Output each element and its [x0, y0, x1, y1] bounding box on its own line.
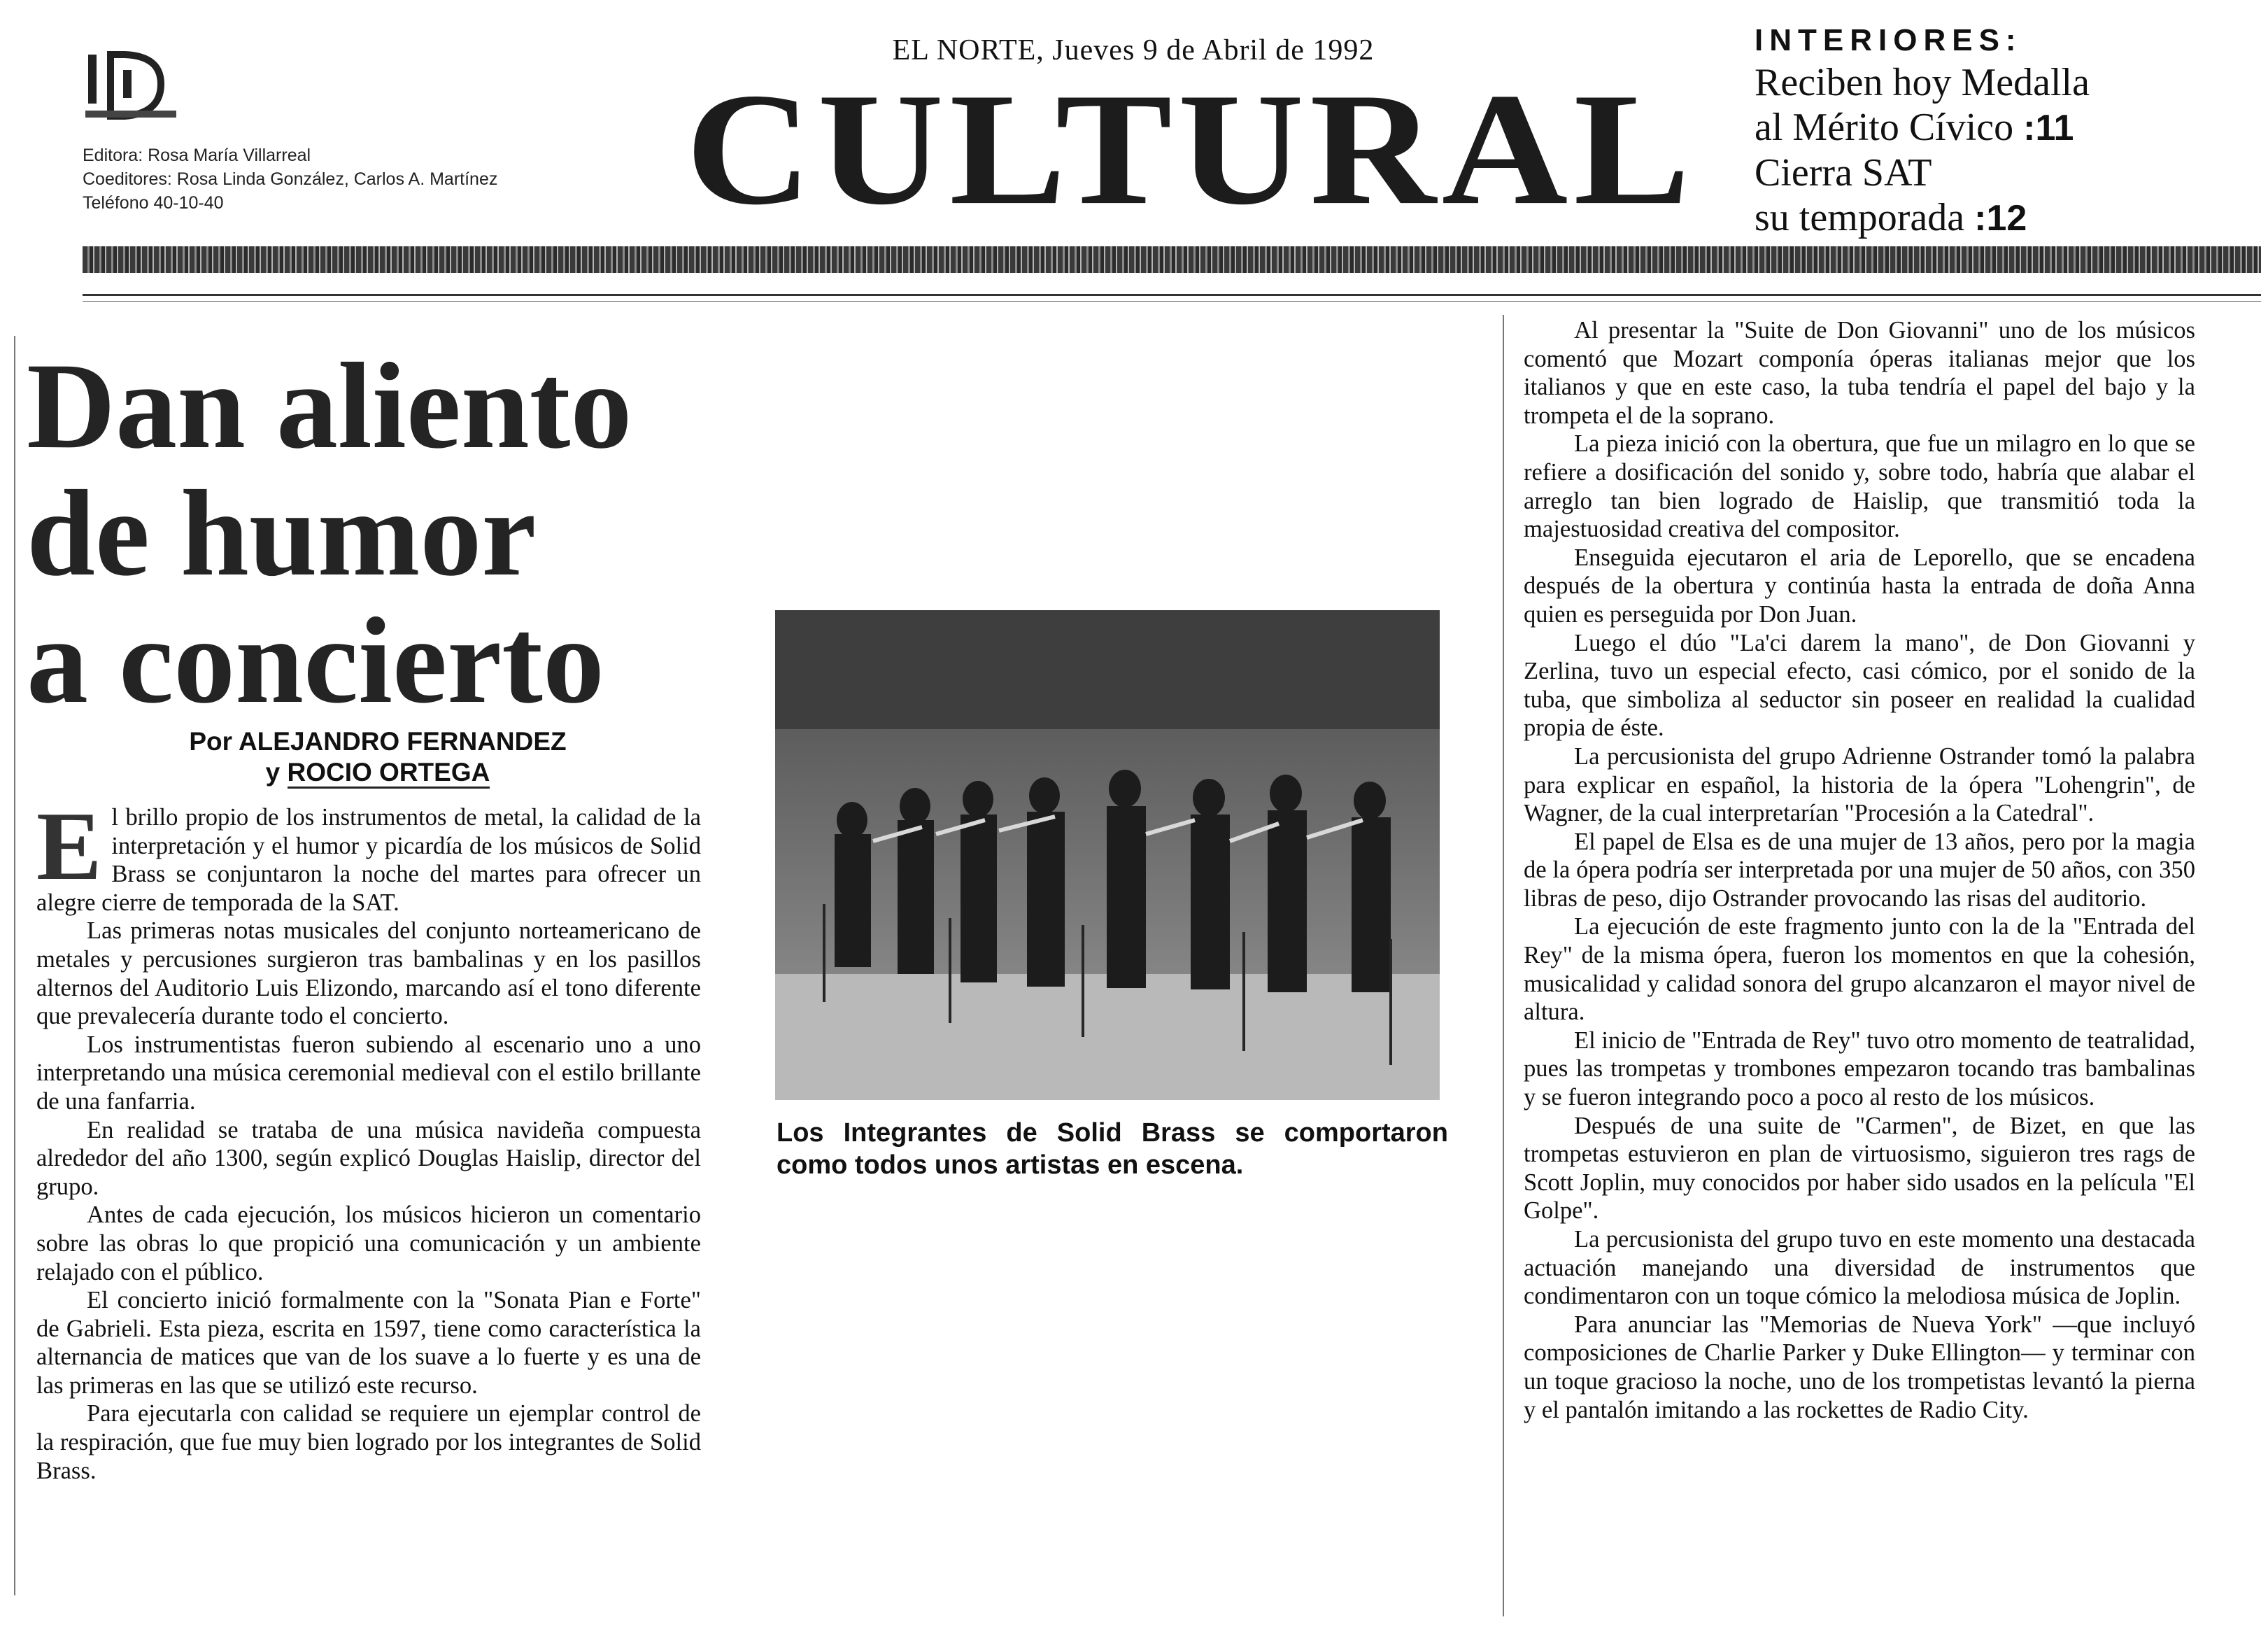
paragraph: El concierto inició formalmente con la "Sonata Pian e Forte" de Gabrieli. Esta pieza, escrita en 1597, tiene como característica la alternancia de matices que van de los suave a lo fuerte y es una de las primeras en las que se utilizó este recurso. [36, 1287, 701, 1399]
editorial-credits [83, 143, 497, 215]
paragraph: La ejecución de este fragmento junto con la de la "Entrada del Rey" de la misma ópera, fueron los momentos en que la cohesión, musicalidad y calidad sonora del grupo alcanzaron el mayor nivel de altura. [1524, 913, 2195, 1026]
page-reference: :11 [2023, 108, 2074, 148]
paragraph: La percusionista del grupo Adrienne Ostrander tomó la palabra para explicar en español, la historia de la ópera "Lohengrin", de Wagner, de la cual interpretarían "Procesión a la Catedral". [1524, 742, 2195, 827]
headline [27, 338, 698, 729]
paragraph: El brillo propio de los instrumentos de metal, la calidad de la interpretación y el humor y picardía de los músicos de Solid Brass se conjuntaron la noche del martes para ofrecer un alegre cierre de temporada de la SAT. [36, 792, 701, 916]
section-title: CULTURAL [686, 59, 1696, 239]
paragraph: Antes de cada ejecución, los músicos hicieron un comentario sobre las obras lo que propició una comunicación y un ambiente relajado con el público. [36, 1201, 701, 1285]
byline: Por ALEJANDRO FERNANDEZ y ROCIO ORTEGA [154, 726, 602, 788]
paragraph: En realidad se trataba de una música navideña compuesta alrededor del año 1300, según explicó Douglas Haislip, director del grupo. [36, 1116, 701, 1200]
headline-line: Dan aliento [27, 338, 632, 474]
paragraph: Para anunciar las "Memorias de Nueva York" —que incluyó composiciones de Charlie Parker y Duke Ellington— y terminar con un toque gracioso la noche, uno de los trompetistas levantó la pierna y el pantalón imitando a las rockettes de Radio City. [1524, 1311, 2195, 1423]
masthead-texture-bar [83, 246, 2261, 273]
phone-line: Teléfono 40-10-40 [83, 193, 224, 213]
dateline: EL NORTE, Jueves 9 de Abril de 1992 [892, 34, 1375, 66]
article-body-right [1524, 316, 2195, 1424]
page-reference: :12 [1974, 198, 2027, 239]
interiores-item-line: al Mérito Cívico :11 [1755, 106, 2074, 149]
paragraph: Los instrumentistas fueron subiendo al escenario uno a uno interpretando una música ceremonial medieval con el estilo brillante de una fanfarria. [36, 1031, 701, 1115]
coeditors-line: Coeditores: Rosa Linda González, Carlos A. Martínez [83, 169, 498, 189]
paragraph: Enseguida ejecutaron el aria de Leporello, que se encadena después de la obertura y continúa hasta la entrada de doña Anna quien es perseguida por Don Juan. [1524, 544, 2195, 628]
paragraph: Después de una suite de "Carmen", de Bizet, en que las trompetas estuvieron en plan de virtuosismo, siguieron tres rags de Scott Joplin, muy conocidos por haber sido usados en la película "El Golpe". [1524, 1112, 2195, 1225]
paragraph: Al presentar la "Suite de Don Giovanni" uno de los músicos comentó que Mozart componía óperas italianas mejor que los italianos y que en este caso, la tuba tendría el papel del bajo y la trompeta el de la soprano. [1524, 317, 2195, 429]
newspaper-logo [83, 49, 180, 126]
divider [83, 294, 2261, 296]
interiores-heading: INTERIORES: [1755, 23, 2022, 57]
drop-cap: E [36, 792, 102, 901]
photo-caption: Los Integrantes de Solid Brass se comportaron como todos unos artistas en escena. [777, 1118, 1448, 1180]
interiores-box [1755, 21, 2258, 241]
article-body-left [36, 792, 701, 1485]
headline-line: a concierto [27, 593, 604, 729]
divider [83, 301, 2261, 302]
headline-line: de humor [27, 465, 537, 602]
paragraph: La pieza inició con la obertura, que fue un milagro en lo que se refiere a dosificación del sonido y, sobre todo, habría que alabar el arreglo tan bien logrado de Haislip, que transmitió toda la majestuosidad creativa del compositor. [1524, 430, 2195, 543]
author-name: ROCIO ORTEGA [288, 758, 490, 789]
column-rule [1503, 315, 1504, 1616]
editor-line: Editora: Rosa María Villarreal [83, 146, 311, 165]
paragraph: Luego el dúo "La'ci darem la mano", de Don Giovanni y Zerlina, tuvo un especial efecto, casi cómico, por el sonido de la tuba, que simboliza al seductor sin poseer en realidad la cualidad propia de éste. [1524, 629, 2195, 742]
interiores-item-line: Reciben hoy Medalla [1755, 61, 2090, 104]
paragraph: Para ejecutarla con calidad se requiere un ejemplar control de la respiración, que fue muy bien logrado por los integrantes de Solid Brass. [36, 1400, 701, 1484]
column-rule [14, 336, 15, 1595]
author-name: ALEJANDRO FERNANDEZ [238, 727, 567, 756]
paragraph: La percusionista del grupo tuvo en este momento una destacada actuación manejando una diversidad de instrumentos que condimentaron con un toque cómico la melodiosa música de Joplin. [1524, 1226, 2195, 1310]
concert-photo [775, 610, 1440, 1100]
interiores-item-line: su temporada :12 [1755, 196, 2027, 239]
interiores-item-line: Cierra SAT [1755, 151, 1932, 195]
paragraph: El inicio de "Entrada de Rey" tuvo otro momento de teatralidad, pues las trompetas y trombones empezaron tocando tras bambalinas y se fueron integrando poco a poco al resto de los músicos. [1524, 1027, 2195, 1111]
paragraph: Las primeras notas musicales del conjunto norteamericano de metales y percusiones surgieron tras bambalinas y en los pasillos alternos del Auditorio Luis Elizondo, marcando así el tono diferente que prevalecería durante todo el concierto. [36, 917, 701, 1030]
paragraph: El papel de Elsa es de una mujer de 13 años, pero por la magia de la ópera podría ser interpretada por una mujer de 50 años, con 350 libras de peso, dijo Ostrander provocando las risas del auditorio. [1524, 828, 2195, 912]
